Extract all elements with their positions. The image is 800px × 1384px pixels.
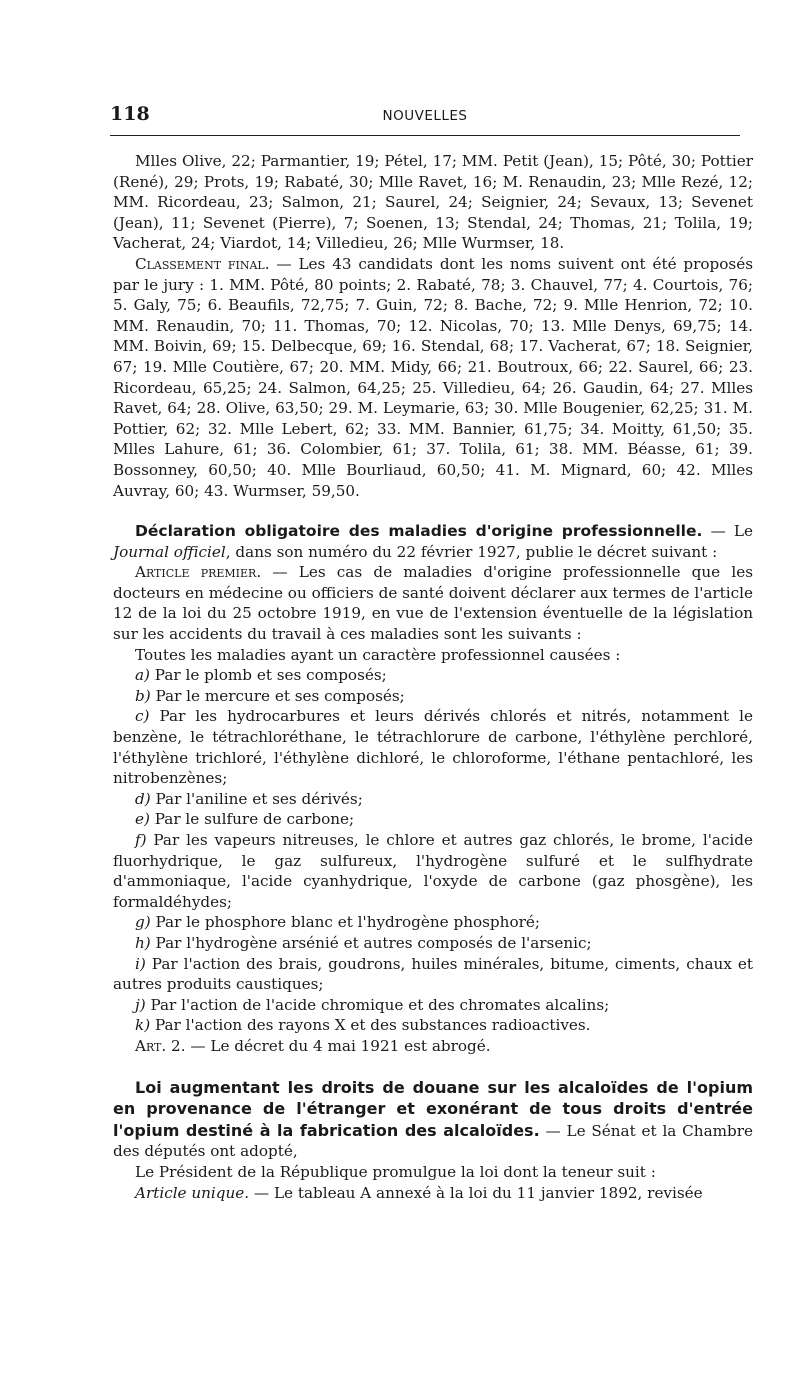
article-2-text: — Le décret du 4 mai 1921 est abrogé. — [185, 1036, 491, 1055]
promulgation-paragraph: Le Président de la République promulgue la loi dont la teneur suit : — [135, 1162, 656, 1181]
decree-item-letter: e) — [135, 810, 150, 829]
decree-item — [113, 1015, 753, 1036]
article-premier-paragraph — [113, 562, 753, 644]
running-title: NOUVELLES — [382, 108, 468, 124]
decree-item-text: Par le mercure et ses composés; — [150, 686, 405, 705]
decree-item-text: Par les vapeurs nitreuses, le chlore et autres gaz chlorés, le brome, l'acide fluorhydrique, le gaz sulfureux, l'hydrogène sulfuré et le sulfhydrate d'ammoniaque, l'acide cyanhydrique, l'oxyde de carbone (gaz phosgène), les formaldéhydes; — [113, 831, 753, 911]
decree-item-text: Par le sulfure de carbone; — [149, 810, 355, 829]
decree-item-text: Par l'hydrogène arsénié et autres composés de l'arsenic; — [150, 933, 592, 952]
decree-item-text: Par l'action des brais, goudrons, huiles minérales, bitume, ciments, chaux et autres produits caustiques; — [113, 954, 753, 994]
results-list-paragraph: Mlles Olive, 22; Parmantier, 19; Pétel, 17; MM. Petit (Jean), 15; Pôté, 30; Pottier (René), 29; Prots, 19; Rabaté, 30; Mlle Ravet, 16; M. Renaudin, 23; Mlle Rezé, 12; MM. Ricordeau, 23; Salmon, 21; Saurel, 24; Seignier, 24; Sevaux, 13; Sevenet (Jean), 11; Sevenet (Pierre), 7; Soenen, 13; Stendal, 24; Thomas, 21; Tolila, 19; Vacherat, 24; Viardot, 14; Villedieu, 26; Mlle Wurmser, 18. — [113, 152, 753, 253]
decree-item-text: Par le plomb et ses composés; — [149, 666, 387, 685]
article-premier-text: — Les cas de maladies d'origine professionnelle que les docteurs en médecine ou officiers de santé doivent déclarer aux termes de l'article 12 de la loi du 25 octobre 1919, en vue de l'extension éventuelle de la législation sur les accidents du travail à ces maladies sont les suivants : — [113, 563, 754, 644]
items-intro: Toutes les maladies ayant un caractère professionnel causées : — [135, 645, 621, 664]
article-2-label: Art. 2. — [135, 1036, 186, 1055]
page-body — [113, 151, 753, 1203]
article-premier-label: Article premier. — [135, 563, 262, 582]
decree-item-letter: h) — [135, 933, 151, 952]
decree-item — [113, 809, 753, 830]
decree-item-letter: k) — [135, 1016, 151, 1035]
decree-item-text: Par les hydrocarbures et leurs dérivés chlorés et nitrés, notamment le benzène, le tétrachloréthane, le tétrachlorure de carbone, l'éthylène perchloré, l'éthylène trichloré, l'éthylène dichloré, le chloroforme, l'éthane pentachloré, les nitrobenzènes; — [113, 707, 753, 788]
journal-title: Journal officiel — [113, 542, 226, 561]
decree-item-letter: a) — [135, 666, 150, 685]
section-gap — [113, 1057, 753, 1077]
classement-label: Classement final. — [135, 254, 270, 273]
page-number: 118 — [110, 103, 150, 125]
section-gap — [113, 501, 753, 521]
decree-intro-paragraph — [113, 521, 753, 562]
decree-intro-a: — Le — [702, 522, 753, 541]
classement-paragraph — [113, 254, 753, 501]
decree-item — [113, 789, 753, 810]
decree-item-text: Par l'aniline et ses dérivés; — [150, 789, 363, 808]
decree-item-text: Par l'action des rayons X et des substances radioactives. — [150, 1016, 591, 1035]
decree-item — [113, 706, 753, 788]
decree-item-letter: i) — [135, 954, 146, 973]
decree-item-letter: j) — [135, 995, 146, 1014]
opium-law-intro: — Le Sénat et la Chambre des députés ont adopté, — [113, 1121, 754, 1161]
decree-item-letter: b) — [135, 686, 151, 705]
decree-item — [113, 665, 753, 686]
decree-item — [113, 954, 753, 995]
decree-item-text: Par l'action de l'acide chromique et des chromates alcalins; — [145, 995, 610, 1014]
article-unique-paragraph — [113, 1183, 753, 1204]
classement-text: — Les 43 candidats dont les noms suivent ont été proposés par le jury : 1. MM. Pôté, 80 points; 2. Rabaté, 78; 3. Chauvel, 77; 4. Courtois, 76; 5. Galy, 75; 6. Beaufils, 72,75; 7. Guin, 72; 8. Bache, 72; 9. Mlle Henrion, 72; 10. MM. Renaudin, 70; 11. Thomas, 70; 12. Nicolas, 70; 13. Mlle Denys, 69,75; 14. MM. Boivin, 69; 15. Delbecque, 69; 16. Stendal, 68; 17. Vacherat, 67; 18. Seignier, 67; 19. Mlle Coutière, 67; 20. MM. Midy, 66; 21. Boutroux, 66; 22. Saurel, 66; 23. Ricordeau, 65,25; 24. Salmon, 64,25; 25. Villedieu, 64; 26. Gaudin, 64; 27. Mlles Ravet, 64; 28. Olive, 63,50; 29. M. Leymarie, 63; 30. Mlle Bougenier, 62,25; 31. M. Pottier, 62; 32. Mlle Lebert, 62; 33. MM. Bannier, 61,75; 34. Moitty, 61,50; 35. Mlles Lahure, 61; 36. Colombier, 61; 37. Tolila, 61; 38. MM. Béasse, 61; 39. Bossonney, 60,50; 40. Mlle Bourliaud, 60,50; 41. M. Mignard, 60; 42. Mlles Auvray, 60; 43. Wurmser, 59,50. — [113, 254, 753, 500]
decree-heading: Déclaration obligatoire des maladies d'origine professionnelle. — [135, 522, 703, 541]
header-rule — [110, 135, 740, 136]
article-unique-text: — Le tableau A annexé à la loi du 11 janvier 1892, revisée — [249, 1183, 703, 1202]
decree-item-letter: c) — [135, 707, 150, 726]
opium-law-heading: Loi augmentant les droits de douane sur les alcaloïdes de l'opium en provenance de l'étranger et exonérant de tous droits d'entrée l'opium destiné à la fabrication des alcaloïdes. — [113, 1077, 753, 1140]
decree-item-letter: f) — [135, 831, 147, 849]
article-2-paragraph — [113, 1036, 753, 1057]
decree-item — [113, 686, 753, 707]
decree-intro-b: , dans son numéro du 22 février 1927, publie le décret suivant : — [225, 542, 718, 561]
article-unique-label: Article unique. — [135, 1183, 250, 1202]
decree-item-letter: g) — [135, 913, 151, 932]
decree-item-text: Par le phosphore blanc et l'hydrogène phosphoré; — [150, 913, 540, 932]
opium-law-paragraph — [113, 1077, 753, 1162]
decree-item — [113, 830, 753, 912]
decree-item-list — [113, 665, 753, 1036]
decree-item — [113, 933, 753, 954]
page-header — [110, 100, 740, 132]
decree-item — [113, 995, 753, 1016]
decree-item — [113, 912, 753, 933]
decree-item-letter: d) — [135, 789, 151, 808]
